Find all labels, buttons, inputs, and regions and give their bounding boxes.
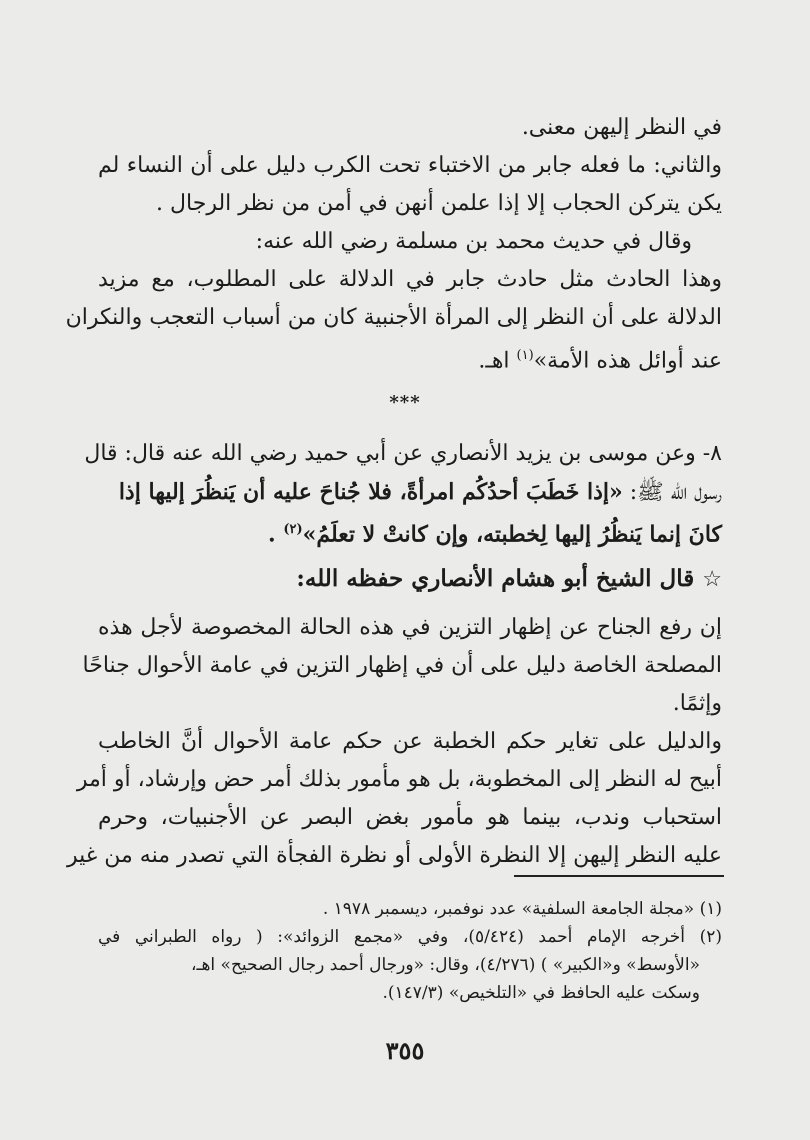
paragraph-line: أبيح له النظر إلى المخطوبة، بل هو مأمور بذلك أمر حض وإرشاد، أو أمر [76,767,722,792]
paragraph-line: يكن يتركن الحجاب إلا إذا علمن أنهن في أمن من نظر الرجال . [156,191,722,216]
footnote-2: (٢) أخرجه الإمام أحمد (٥/٤٢٤)، وفي «مجمع الزوائد»: ( رواه الطبراني في [98,927,723,947]
star-icon: ☆ [702,567,722,592]
hadith-attribution: رسول الله ﷺ: [622,480,722,505]
section-heading [98,562,722,597]
footnote-ref-2: (٢) [283,522,303,537]
paragraph-line: وهذا الحادث مثل حادث جابر في الدلالة على المطلوب، مع مزيد [98,267,722,292]
hadith-text: «إذا خَطَبَ أحدُكُم امرأةً، فلا جُناحَ عليه أن يَنظُرَ إليها إذا [118,479,623,505]
footnote-2-cont: «الأوسط» و«الكبير» ) (٤/٢٧٦)، وقال: «ورجال أحمد رجال الصحيح» اهـ، [190,955,700,975]
footnote-divider [514,875,724,877]
paragraph-line [98,340,722,377]
section-separator: *** [389,392,421,413]
hadith-line [98,514,722,550]
hadith-end: . [267,521,284,548]
hadith-line: ٨- وعن موسى بن يزيد الأنصاري عن أبي حميد رضي الله عنه قال: قال [84,441,722,466]
paragraph-line: استحباب وندب، بينما هو مأمور بغض البصر عن الأجنبيات، وحرم [98,805,722,830]
paragraph-line: الدلالة على أن النظر إلى المرأة الأجنبية كان من أسباب التعجب والنكران [65,305,722,330]
quote-suffix: اهـ. [478,348,517,374]
footnote-ref-1: (١) [516,348,534,363]
paragraph-line: إن رفع الجناح عن إظهار التزين في هذه الحالة المخصوصة لأجل هذه [98,615,722,640]
heading-text: قال الشيخ أبو هشام الأنصاري حفظه الله: [296,565,695,592]
footnote-2-cont: وسكت عليه الحافظ في «التلخيص» (١٤٧/٣). [382,983,700,1003]
paragraph-line: والدليل على تغاير حكم الخطبة عن حكم عامة الأحوال أنَّ الخاطب [98,729,722,754]
paragraph-line: عليه النظر إليهن إلا النظرة الأولى أو نظرة الفجأة التي تصدر منه من غير [66,843,722,868]
paragraph-line: في النظر إليهن معنى. [521,115,722,140]
quote-end: عند أوائل هذه الأمة» [533,348,722,374]
paragraph-line: وإثمًا. [672,691,722,716]
paragraph-line: والثاني: ما فعله جابر من الاختباء تحت الكرب دليل على أن النساء لم [98,153,722,178]
paragraph-line: وقال في حديث محمد بن مسلمة رضي الله عنه: [255,229,692,254]
paragraph-line: المصلحة الخاصة دليل على أن في إظهار التزين في عامة الأحوال جناحًا [82,653,722,678]
hadith-text: كانَ إنما يَنظُرُ إليها لِخطبته، وإن كانتْ لا تعلَمُ» [302,521,722,548]
page-number: ٣٥٥ [385,1036,425,1065]
hadith-line [98,476,722,509]
footnote-1: (١) «مجلة الجامعة السلفية» عدد نوفمبر، ديسمبر ١٩٧٨ . [322,899,722,919]
